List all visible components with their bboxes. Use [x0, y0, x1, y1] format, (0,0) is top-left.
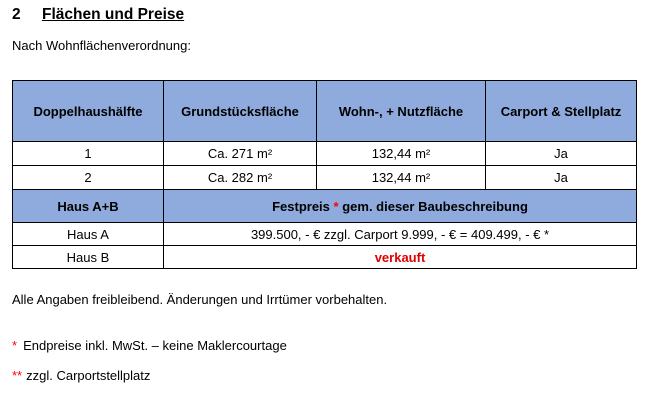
footnote-2-text: zzgl. Carportstellplatz [26, 368, 151, 383]
cell-house: Haus B [13, 246, 164, 269]
cell-living-area: 132,44 m² [317, 142, 486, 166]
footnote-2 [12, 368, 150, 383]
footnote-2-marker: ** [12, 368, 23, 383]
footnote-1 [12, 338, 287, 353]
cell-price-sold: verkauft [164, 246, 637, 269]
table-header-row [13, 81, 637, 142]
footnote-1-text: Endpreise inkl. MwSt. – keine Maklercourtage [23, 338, 287, 353]
section-title: Flächen und Preise [42, 6, 185, 23]
area-price-table [12, 80, 637, 269]
cell-carport: Ja [486, 166, 637, 190]
footnote-1-marker: * [12, 338, 18, 353]
header-cell-wohnflaeche: Wohn-, + Nutzfläche [317, 81, 486, 142]
disclaimer-text: Alle Angaben freibleibend. Änderungen und Irrtümer vorbehalten. [12, 292, 388, 307]
header-cell-carport: Carport & Stellplatz [486, 81, 637, 142]
header-cell-doppelhaushaelfte: Doppelhaushälfte [13, 81, 164, 142]
cell-unit: 2 [13, 166, 164, 190]
table-row [13, 166, 637, 190]
festpreis-star: * [333, 198, 339, 214]
intro-text: Nach Wohnflächenverordnung: [12, 38, 191, 53]
cell-plot-area: Ca. 282 m² [164, 166, 317, 190]
section-number: 2 [12, 6, 21, 23]
cell-living-area: 132,44 m² [317, 166, 486, 190]
header-cell-festpreis [164, 190, 637, 223]
cell-house: Haus A [13, 223, 164, 246]
table-row [13, 142, 637, 166]
section-heading [12, 6, 184, 24]
header-cell-grundstuecksflaeche: Grundstücksfläche [164, 81, 317, 142]
festpreis-label-end: gem. dieser Baubeschreibung [342, 198, 528, 214]
cell-carport: Ja [486, 142, 637, 166]
header-cell-haus: Haus A+B [13, 190, 164, 223]
table-row [13, 223, 637, 246]
cell-unit: 1 [13, 142, 164, 166]
cell-plot-area: Ca. 271 m² [164, 142, 317, 166]
table-row [13, 246, 637, 269]
festpreis-label: Festpreis [272, 198, 330, 214]
cell-price: 399.500, - € zzgl. Carport 9.999, - € = 409.499, - € * [164, 223, 637, 246]
price-header-row [13, 190, 637, 223]
